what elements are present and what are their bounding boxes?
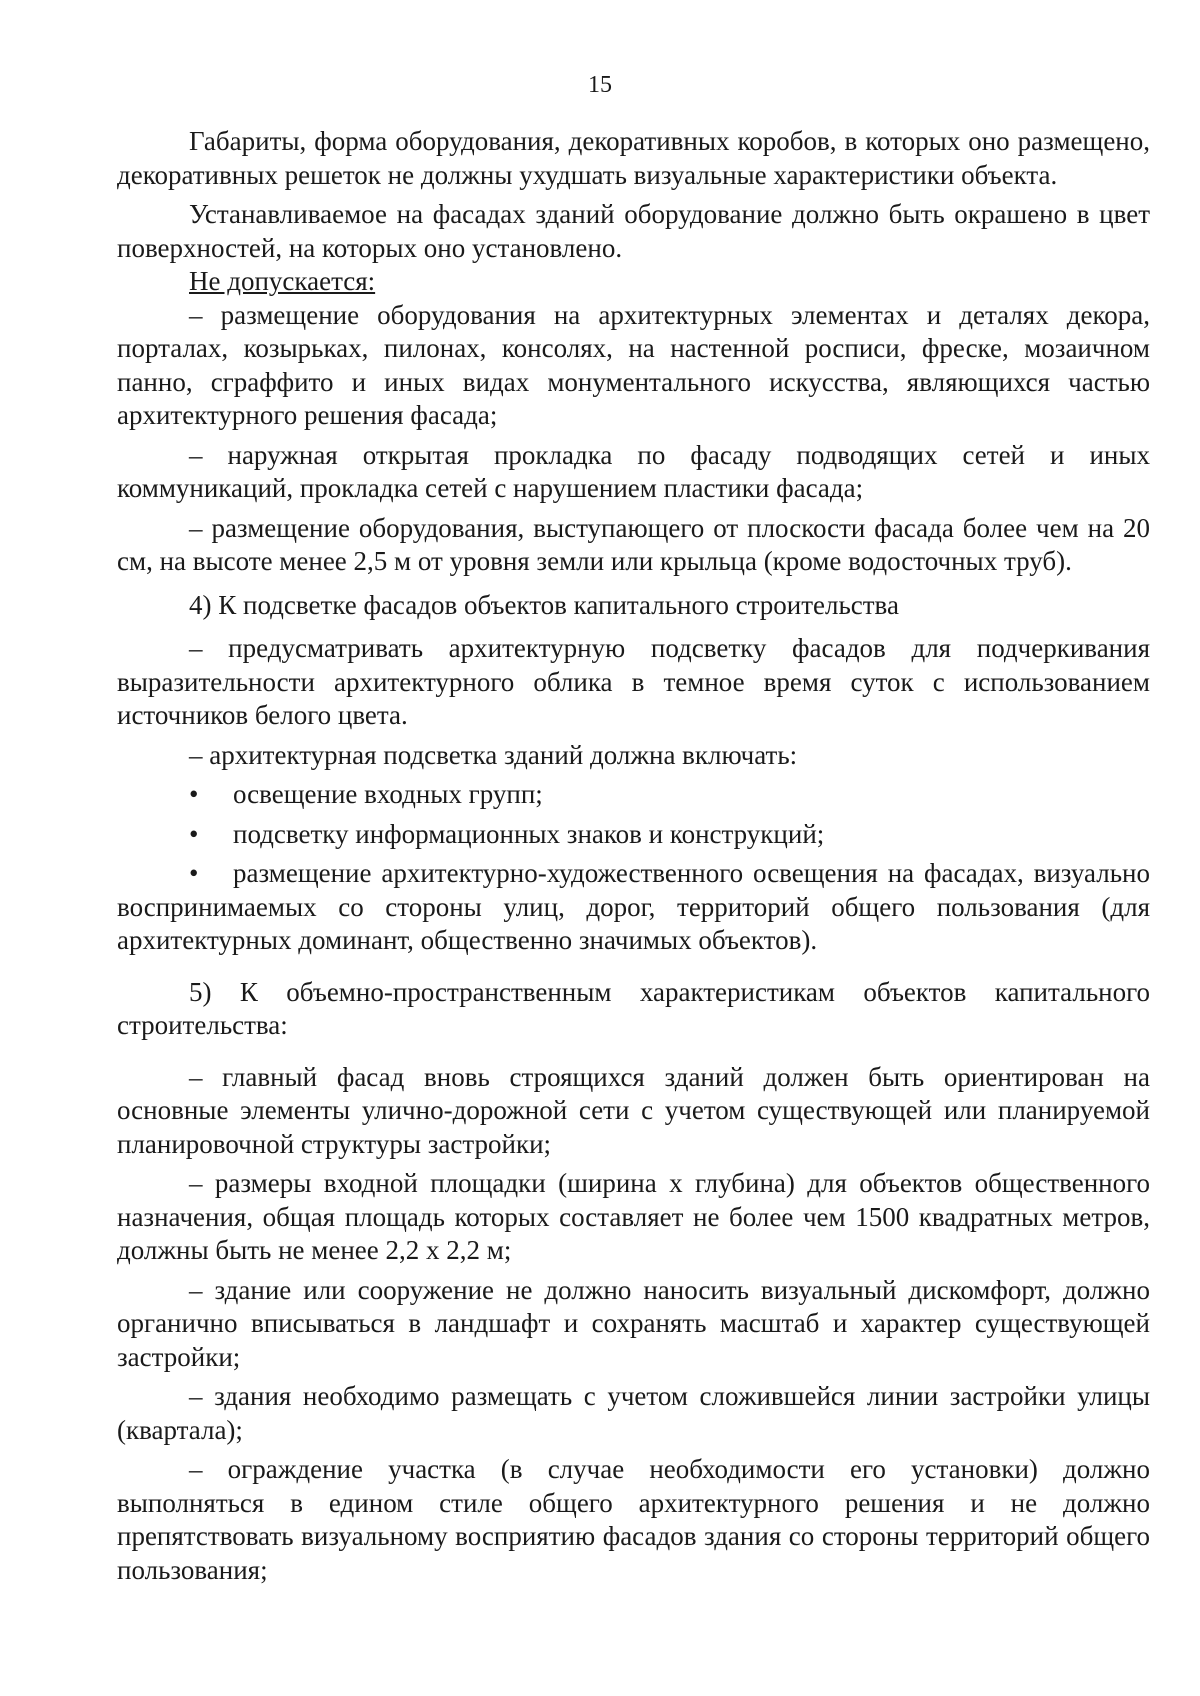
- bullet-icon: •: [189, 818, 199, 849]
- paragraph-section-5-heading: 5) К объемно-пространственным характеристикам объектов капитального строительства:: [117, 976, 1150, 1040]
- paragraph-paint-color: Устанавливаемое на фасадах зданий оборудование должно быть окрашено в цвет поверхностей, на которых оно установлено.: [117, 199, 1150, 263]
- paragraph-section-4-heading: 4) К подсветке фасадов объектов капитального строительства: [189, 589, 899, 620]
- paragraph-dimensions: Габариты, форма оборудования, декоративных коробов, в которых оно размещено, декоративных решеток не должны ухудшать визуальные характеристики объекта.: [117, 126, 1150, 190]
- paragraph-architectural-lighting: – предусматривать архитектурную подсветку фасадов для подчеркивания выразительности архитектурного облика в темное время суток с использованием источников белого цвета.: [117, 633, 1150, 730]
- not-allowed-label: Не допускается:: [189, 266, 376, 296]
- document-body: [117, 125, 1150, 1587]
- paragraph-not-allowed-heading: [117, 265, 1150, 299]
- paragraph-main-facade-orientation: – главный фасад вновь строящихся зданий должен быть ориентирован на основные элементы улично-дорожной сети с учетом существующей или планируемой планировочной структуры застройки;: [117, 1061, 1150, 1159]
- bullet-item-facade-lighting: [117, 857, 1150, 958]
- page-number: 15: [588, 72, 612, 98]
- paragraph-no-decor-placement: – размещение оборудования на архитектурных элементах и деталях декора, порталах, козырьках, пилонах, консолях, на настенной росписи, фреске, мозаичном панно, сграффито и иных видах монументального искусства, являющихся частью архитектурного решения фасада;: [117, 299, 1150, 430]
- bullet-item-sign-lighting: [117, 818, 1150, 852]
- paragraph-lighting-includes: – архитектурная подсветка зданий должна включать:: [189, 739, 798, 770]
- bullet-icon: •: [189, 858, 199, 888]
- bullet-item-entrance-lighting: [117, 778, 1150, 812]
- paragraph-no-open-wiring: – наружная открытая прокладка по фасаду подводящих сетей и иных коммуникаций, прокладка сетей с нарушением пластики фасада;: [117, 439, 1150, 503]
- bullet-text: размещение архитектурно-художественного освещения на фасадах, визуально воспринимаемых со стороны улиц, дорог, территорий общего пользования (для архитектурных доминант, общественно значимых объектов).: [117, 858, 1150, 955]
- paragraph-no-protruding-equipment: – размещение оборудования, выступающего от плоскости фасада более чем на 20 см, на высоте менее 2,5 м от уровня земли или крыльца (кроме водосточных труб).: [117, 512, 1150, 576]
- bullet-text: подсветку информационных знаков и конструкций;: [233, 818, 825, 849]
- paragraph-building-line: – здания необходимо размещать с учетом сложившейся линии застройки улицы (квартала);: [117, 1381, 1150, 1445]
- paragraph-entrance-platform-size: – размеры входной площадки (ширина х глубина) для объектов общественного назначения, общая площадь которых составляет не более чем 1500 квадратных метров, должны быть не менее 2,2 х 2,2 м;: [117, 1168, 1150, 1265]
- paragraph-visual-comfort: – здание или сооружение не должно наносить визуальный дискомфорт, должно органично вписываться в ландшафт и сохранять масштаб и характер существующей застройки;: [117, 1274, 1150, 1372]
- paragraph-fence-style: – ограждение участка (в случае необходимости его установки) должно выполняться в едином стиле общего архитектурного решения и не должно препятствовать визуальному восприятию фасадов здания со стороны территорий общего пользования;: [117, 1454, 1150, 1585]
- bullet-icon: •: [189, 779, 199, 809]
- bullet-text: освещение входных групп;: [233, 779, 543, 809]
